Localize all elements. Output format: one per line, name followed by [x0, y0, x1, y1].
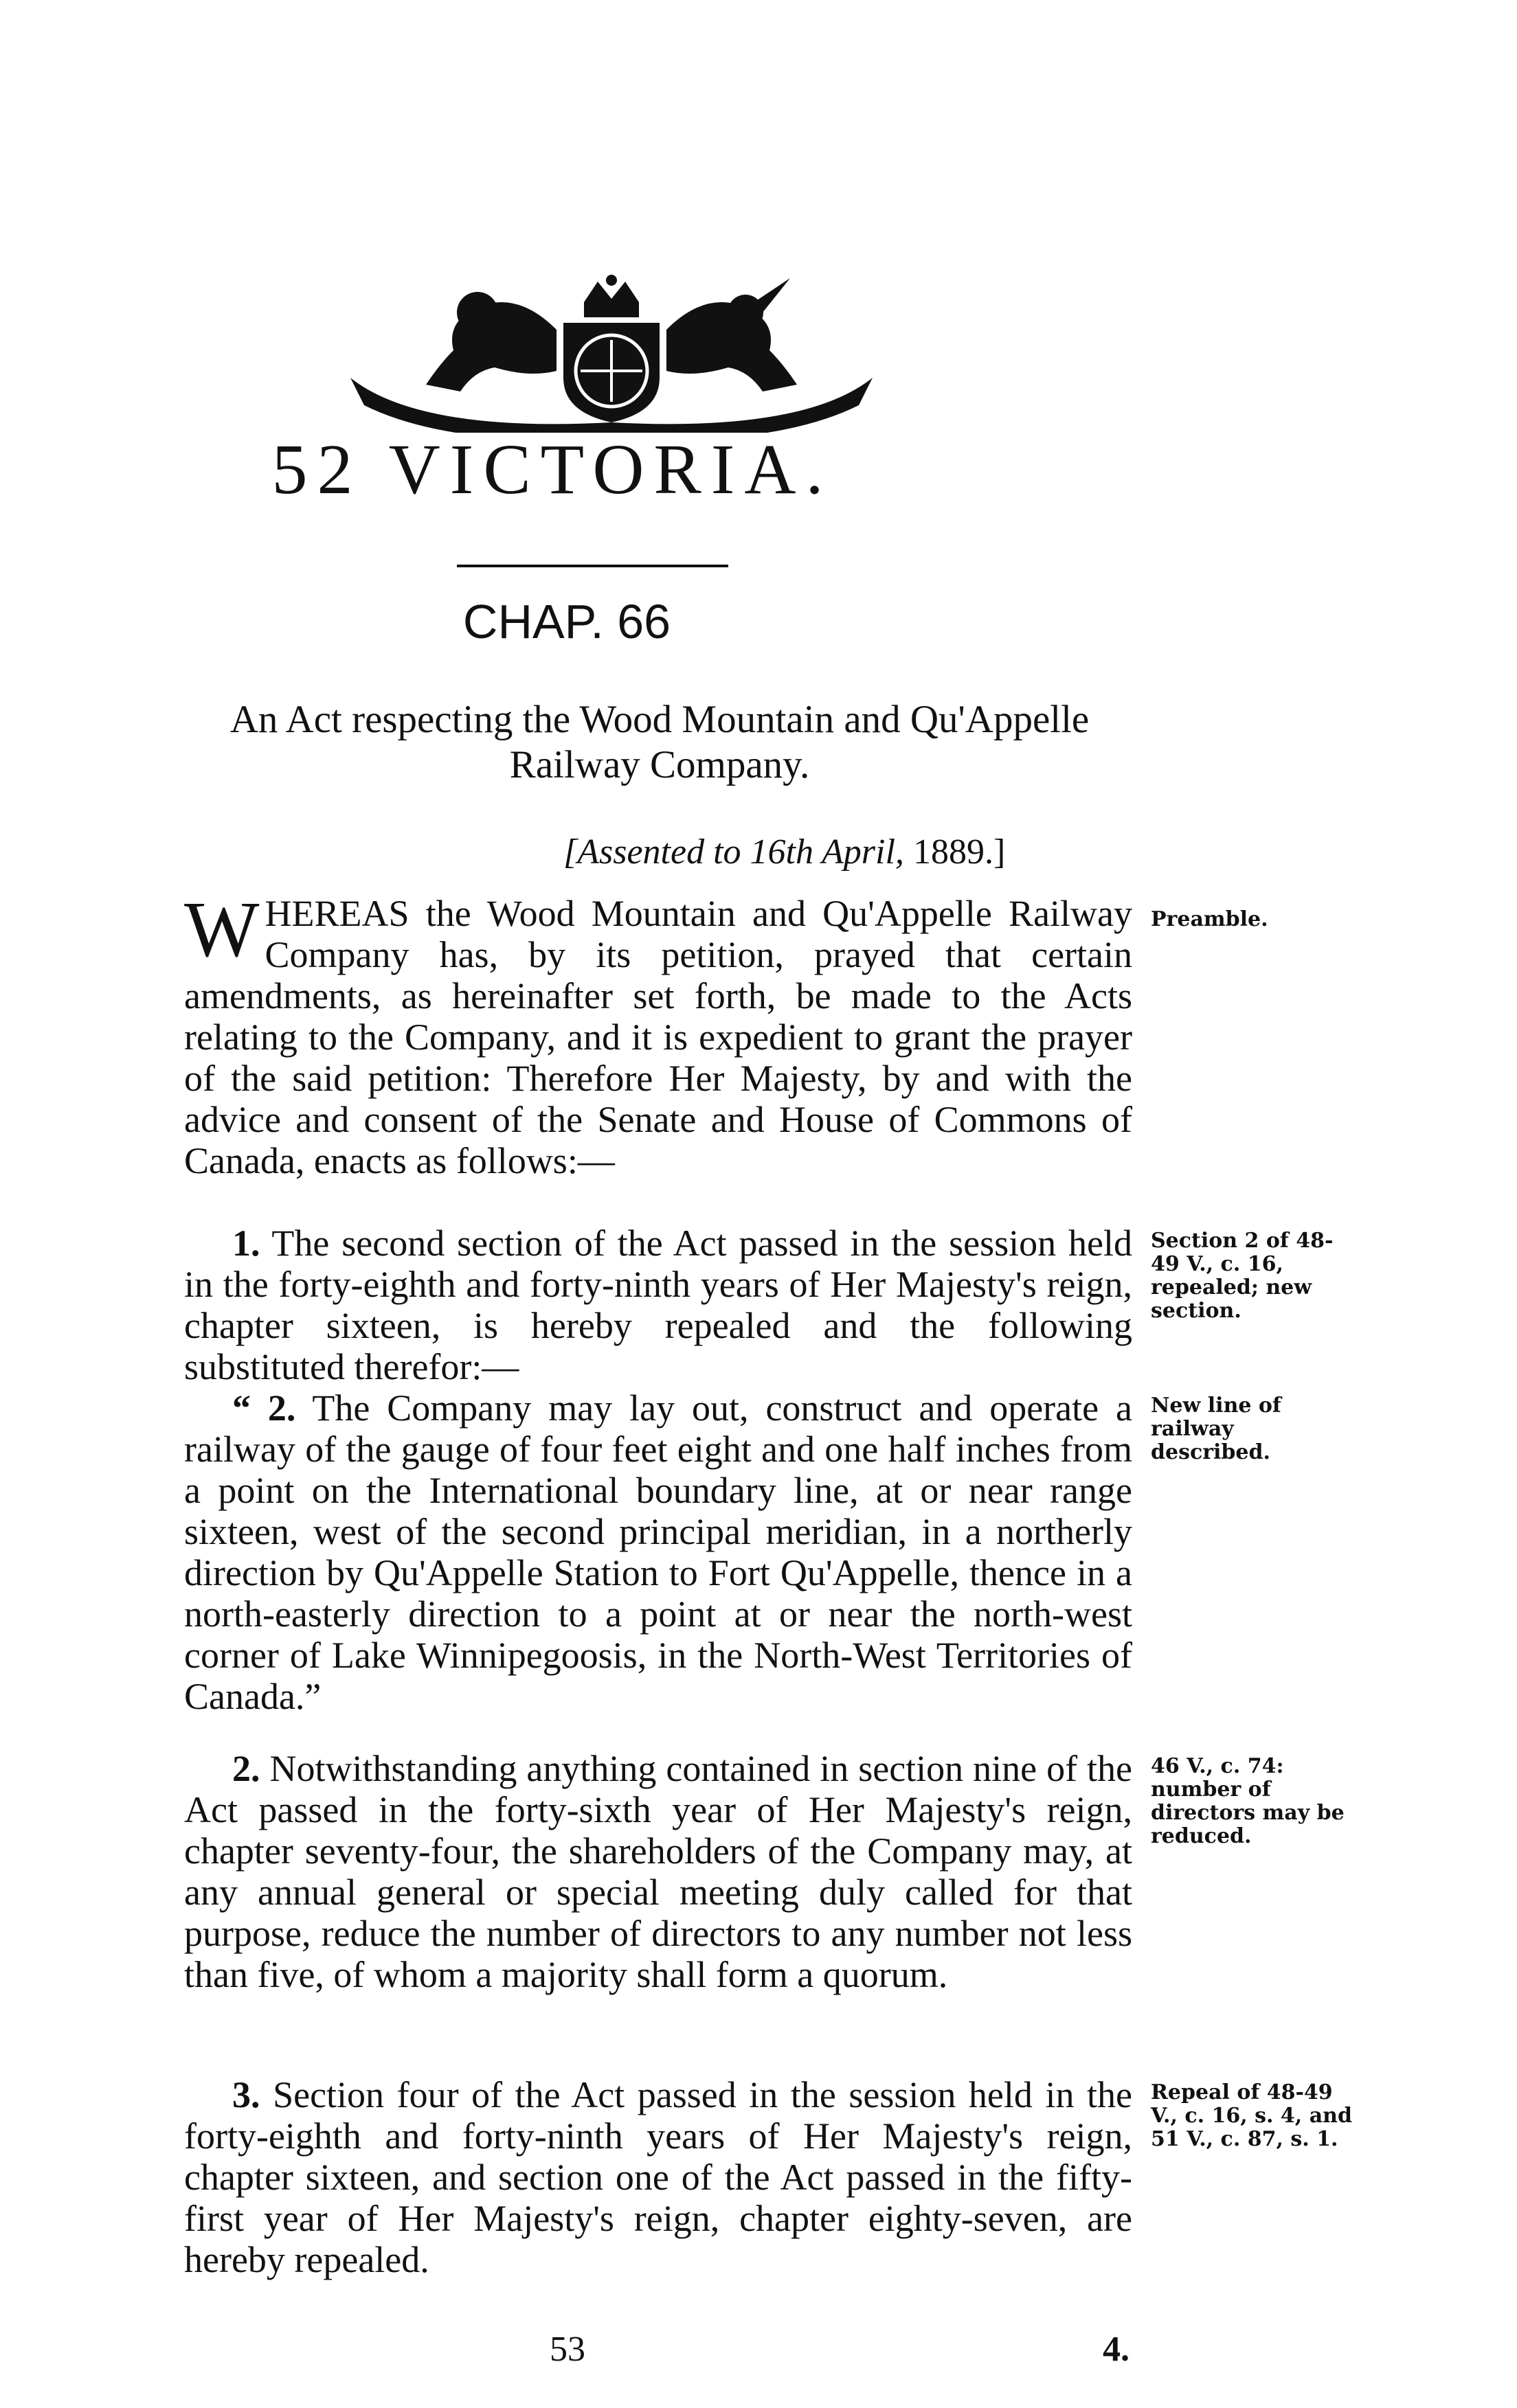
margin-note-section-3: Repeal of 48-49 V., c. 16, s. 4, and 51 V., c. 87, s. 1.: [1151, 2080, 1352, 2151]
margin-note-quoted-section-2: New line of railway described.: [1151, 1394, 1281, 1464]
section-1-paragraph: [184, 1223, 1132, 1387]
margin-note-preamble: Preamble.: [1151, 907, 1268, 931]
regnal-year-heading: 52 VICTORIA.: [271, 430, 833, 509]
quoted-section-2-text: The Company may lay out, construct and operate a railway of the gauge of four feet eight and one half inches from a point on the International boundary line, at or near range sixteen, west of the second principal meridian, in a northerly direction by Qu'Appelle Station to Fort Qu'Appelle, thence in a north-easterly direction to a point at or near the north-west corner of Lake Winnipegoosis, in the North-West Territories of Canada.”: [184, 1387, 1133, 1717]
assent-date: 16th April,: [750, 832, 904, 872]
page-number: 53: [550, 2330, 585, 2369]
catchword: 4.: [1103, 2330, 1130, 2369]
preamble-paragraph: [184, 886, 1132, 1181]
section-3-paragraph: [184, 2074, 1132, 2280]
section-1-number: 1.: [232, 1223, 260, 1264]
margin-note-section-2: 46 V., c. 74: number of directors may be reduced.: [1151, 1754, 1345, 1848]
quoted-section-2-number: “ 2.: [232, 1387, 296, 1429]
section-3-text: Section four of the Act passed in the session held in the forty-eighth and forty-ninth years of Her Majesty's reign, chapter sixteen, and section one of the Act passed in the fifty-first year of Her Majesty's reign, chapter eighty-seven, are hereby repealed.: [184, 2074, 1132, 2280]
section-1-text: The second section of the Act passed in the session held in the forty-eighth and forty-ninth years of Her Majesty's reign, chapter sixteen, is hereby repealed and the following substituted therefor:—: [184, 1223, 1132, 1387]
margin-note-section-1: Section 2 of 48-49 V., c. 16, repealed; new section.: [1151, 1229, 1334, 1323]
royal-coat-of-arms-icon: [337, 275, 886, 433]
assent-line: [563, 834, 1005, 870]
preamble-text: HEREAS the Wood Mountain and Qu'Appelle Railway Company has, by its petition, prayed that certain amendments, as hereinafter set forth, be made to the Acts relating to the Company, and it is expedient to grant the prayer of the said petition: Therefore Her Majesty, by and with the advice and consent of the Senate and House of Commons of Canada, enacts as follows:—: [184, 893, 1132, 1181]
chapter-heading: CHAP. 66: [462, 595, 671, 648]
section-2-text: Notwithstanding anything contained in section nine of the Act passed in the forty-sixth year of Her Majesty's reign, chapter seventy-four, the shareholders of the Company may, at any annual general or special meeting duly called for that purpose, reduce the number of directors to any number not less than five, of whom a majority shall form a quorum.: [184, 1748, 1132, 1995]
section-2-number: 2.: [232, 1748, 260, 1789]
section-3-number: 3.: [232, 2074, 260, 2115]
act-title: An Act respecting the Wood Mountain and Qu'Appelle Railway Company.: [229, 698, 1090, 786]
assent-prefix: [Assented to: [563, 832, 741, 872]
assent-year: 1889.]: [912, 832, 1006, 872]
section-2-paragraph: [184, 1748, 1132, 1995]
quoted-section-2-paragraph: [184, 1387, 1132, 1717]
preamble-dropcap: W: [184, 886, 260, 974]
heading-divider: [457, 565, 728, 567]
